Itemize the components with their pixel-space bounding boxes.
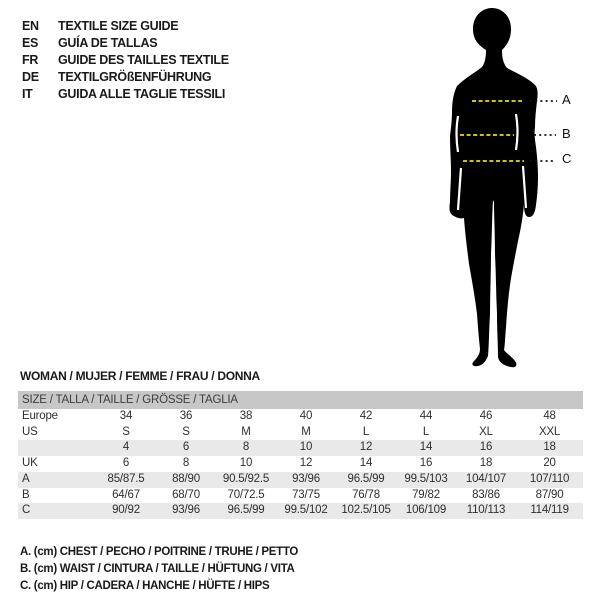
size-cell: 79/82 — [412, 488, 440, 501]
size-cell: 106/109 — [396, 503, 456, 519]
language-code: EN — [22, 18, 39, 33]
row-label: B — [22, 488, 30, 501]
section-title-woman: WOMAN / MUJER / FEMME / FRAU / DONNA — [20, 369, 260, 383]
size-table-row — [18, 409, 583, 425]
size-table-row — [18, 440, 583, 456]
size-cell: 18 — [479, 457, 493, 470]
language-code: IT — [22, 87, 33, 102]
legend-waist: B. (cm) WAIST / CINTURA / TAILLE / HÜFTUNG / VITA — [20, 562, 295, 575]
size-table-row — [18, 472, 583, 488]
size-cell: 46 — [479, 410, 493, 422]
size-cell: XXL — [538, 425, 561, 438]
size-cell: 34 — [119, 410, 133, 422]
guide-title: TEXTILE SIZE GUIDE — [58, 18, 179, 33]
guide-title: GUIDA ALLE TAGLIE TESSILI — [58, 87, 226, 102]
size-cell: 90.5/92.5 — [216, 472, 276, 488]
size-cell: 73/75 — [292, 488, 320, 501]
size-cell: 70/72.5 — [227, 488, 265, 501]
marker-label-chest: A — [562, 92, 571, 107]
measurement-figure — [440, 0, 600, 372]
woman-silhouette-svg — [440, 0, 600, 372]
size-cell: 90/92 — [96, 503, 156, 519]
size-cell: 10 — [276, 440, 336, 456]
size-table-row — [18, 456, 583, 472]
size-cell: 64/67 — [112, 488, 140, 501]
size-cell: 36 — [179, 410, 193, 422]
size-cell: L — [362, 425, 370, 438]
guide-title: TEXTILGRÖßENFÜHRUNG — [58, 70, 212, 85]
row-label: Europe — [22, 410, 58, 422]
size-cell: 14 — [396, 440, 456, 456]
size-cell: 44 — [419, 410, 433, 422]
size-cell: 6 — [122, 457, 130, 470]
size-cell: 14 — [359, 457, 373, 470]
size-cell: 10 — [239, 457, 253, 470]
size-cell: 102.5/105 — [336, 503, 396, 519]
guide-title: GUÍA DE TALLAS — [58, 35, 158, 50]
size-cell: 83/86 — [472, 488, 500, 501]
language-code: DE — [22, 70, 39, 85]
size-cell: 93/96 — [276, 472, 336, 488]
size-cell: 4 — [96, 440, 156, 456]
size-cell: 38 — [239, 410, 253, 422]
size-cell: 93/96 — [156, 503, 216, 519]
legend-chest: A. (cm) CHEST / PECHO / POITRINE / TRUHE / PETTO — [20, 546, 299, 558]
size-cell: 96.5/99 — [336, 472, 396, 488]
row-label: C — [18, 503, 96, 519]
size-cell: 96.5/99 — [216, 503, 276, 519]
size-cell: 107/110 — [516, 472, 583, 488]
marker-label-waist: B — [562, 126, 571, 141]
language-row — [22, 17, 229, 34]
language-row — [22, 34, 229, 51]
size-cell: 18 — [516, 440, 583, 456]
size-cell: 16 — [419, 457, 433, 470]
size-cell: 8 — [216, 440, 276, 456]
size-cell: 76/78 — [352, 488, 380, 501]
row-label: US — [22, 425, 38, 438]
size-cell: 12 — [336, 440, 396, 456]
size-table-header-row — [18, 391, 583, 409]
guide-title: GUIDE DES TAILLES TEXTILE — [58, 52, 229, 67]
size-cell: M — [241, 425, 251, 438]
legend-hip: C. (cm) HIP / CADERA / HANCHE / HÜFTE / HIPS — [20, 579, 270, 592]
measurement-legend — [20, 544, 298, 594]
size-cell: 87/90 — [535, 488, 564, 501]
size-cell: 114/119 — [516, 503, 583, 519]
marker-label-hip: C — [562, 151, 572, 166]
size-cell: 6 — [156, 440, 216, 456]
size-cell: 42 — [359, 410, 373, 422]
row-label — [18, 440, 96, 456]
row-label: UK — [22, 457, 38, 470]
size-cell: 104/107 — [456, 472, 516, 488]
size-table-row — [18, 425, 583, 441]
size-cell: 40 — [299, 410, 313, 422]
language-title-block — [22, 17, 229, 103]
size-cell: 16 — [456, 440, 516, 456]
size-table-header: SIZE / TALLA / TAILLE / GRÖSSE / TAGLIA — [18, 391, 583, 409]
language-row — [22, 51, 229, 68]
size-cell: S — [122, 425, 130, 438]
size-cell: 12 — [299, 457, 313, 470]
size-cell: XL — [479, 425, 493, 438]
size-cell: 68/70 — [172, 488, 200, 501]
size-cell: 99.5/102 — [276, 503, 336, 519]
size-cell: S — [182, 425, 190, 438]
size-cell: 99.5/103 — [396, 472, 456, 488]
language-row — [22, 69, 229, 86]
size-table — [18, 391, 583, 519]
size-table-row — [18, 503, 583, 519]
size-cell: 8 — [182, 457, 190, 470]
size-table-row — [18, 488, 583, 504]
size-cell: 110/113 — [456, 503, 516, 519]
language-row — [22, 86, 229, 103]
size-cell: 20 — [543, 457, 556, 470]
size-cell: L — [422, 425, 430, 438]
language-code: FR — [22, 52, 39, 67]
size-cell: 48 — [543, 410, 556, 422]
language-code: ES — [22, 35, 39, 50]
size-cell: 85/87.5 — [96, 472, 156, 488]
size-cell: M — [301, 425, 311, 438]
row-label: A — [18, 472, 96, 488]
size-cell: 88/90 — [156, 472, 216, 488]
